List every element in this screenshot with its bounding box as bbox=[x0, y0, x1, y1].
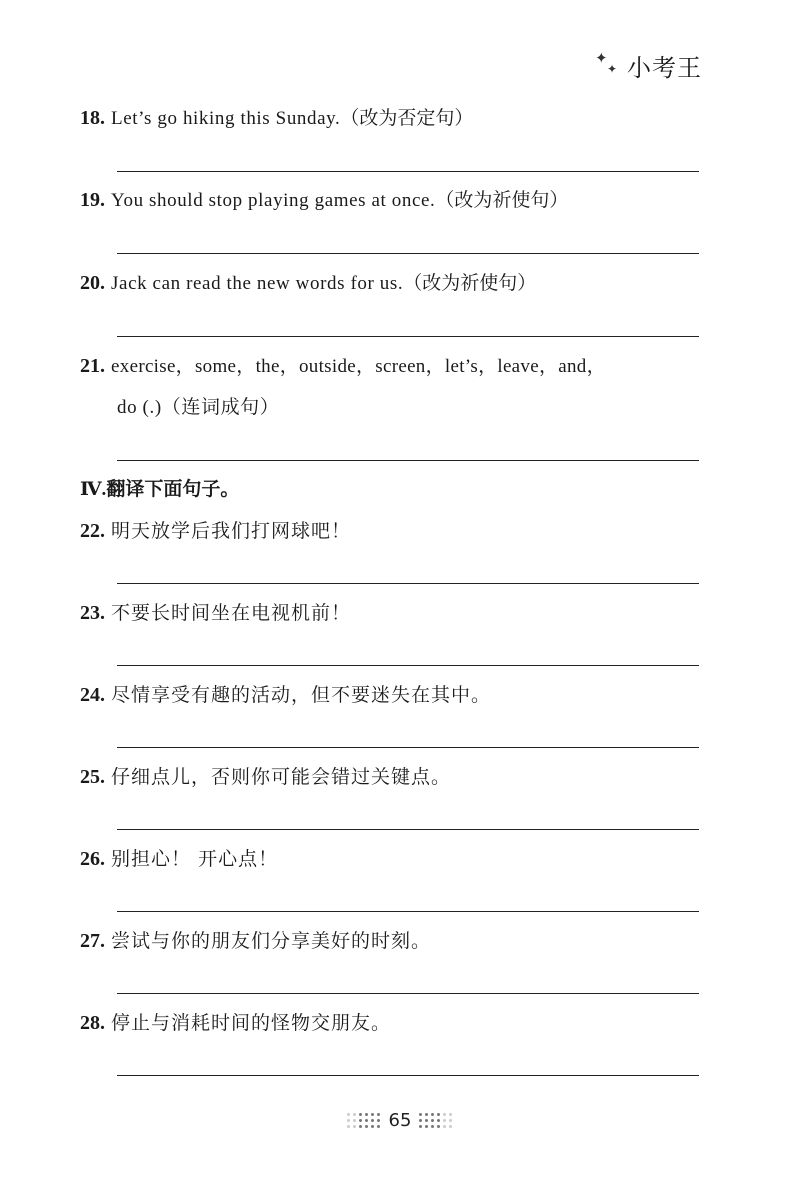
question-text-continued: do (.) bbox=[117, 397, 162, 418]
question-text: Let’s go hiking this Sunday. bbox=[111, 108, 341, 129]
question-27 bbox=[80, 931, 700, 951]
question-number: 18. bbox=[80, 107, 105, 129]
question-text: 仔细点儿，否则你可能会错过关键点。 bbox=[111, 766, 452, 788]
page-number: 65 bbox=[388, 1110, 412, 1131]
question-text: 停止与消耗时间的怪物交朋友。 bbox=[111, 1012, 392, 1034]
question-number: 21. bbox=[80, 355, 105, 377]
section-number: Ⅳ. bbox=[80, 479, 107, 500]
question-22 bbox=[80, 521, 700, 541]
sparkle-icon: ✦ ✦ bbox=[595, 48, 618, 76]
question-number: 22. bbox=[80, 520, 105, 542]
question-18 bbox=[80, 108, 700, 128]
question-28 bbox=[80, 1013, 700, 1033]
question-text: 别担心！ 开心点！ bbox=[111, 848, 279, 870]
question-number: 26. bbox=[80, 848, 105, 870]
question-24 bbox=[80, 685, 700, 705]
answer-line-22[interactable] bbox=[117, 583, 699, 584]
question-text: Jack can read the new words for us. bbox=[111, 273, 404, 294]
question-text: 尝试与你的朋友们分享美好的时刻。 bbox=[111, 930, 432, 952]
question-number: 24. bbox=[80, 684, 105, 706]
answer-line-23[interactable] bbox=[117, 665, 699, 666]
answer-line-20[interactable] bbox=[117, 336, 699, 337]
question-instruction: （改为否定句） bbox=[340, 107, 474, 129]
question-number: 20. bbox=[80, 272, 105, 294]
answer-line-19[interactable] bbox=[117, 253, 699, 254]
question-number: 25. bbox=[80, 766, 105, 788]
question-instruction: （改为祈使句） bbox=[403, 272, 537, 294]
question-number: 19. bbox=[80, 189, 105, 211]
section-title bbox=[80, 480, 239, 499]
answer-line-26[interactable] bbox=[117, 911, 699, 912]
question-text: You should stop playing games at once. bbox=[111, 190, 436, 211]
question-19 bbox=[80, 190, 700, 210]
question-number: 27. bbox=[80, 930, 105, 952]
answer-line-21[interactable] bbox=[117, 460, 699, 461]
question-instruction: （改为祈使句） bbox=[435, 189, 569, 211]
question-25 bbox=[80, 767, 700, 787]
section-heading: 翻译下面句子。 bbox=[106, 478, 240, 500]
question-21 bbox=[80, 356, 700, 376]
question-23 bbox=[80, 603, 700, 623]
question-number: 23. bbox=[80, 602, 105, 624]
dot-ornament-icon bbox=[347, 1113, 381, 1129]
question-text: 尽情享受有趣的活动，但不要迷失在其中。 bbox=[111, 684, 492, 706]
question-text: 不要长时间坐在电视机前！ bbox=[111, 602, 352, 624]
answer-line-25[interactable] bbox=[117, 829, 699, 830]
question-20 bbox=[80, 273, 700, 293]
question-text: 明天放学后我们打网球吧！ bbox=[111, 520, 352, 542]
question-text: exercise，some，the，outside，screen，let’s，leave，and， bbox=[111, 356, 606, 377]
question-26 bbox=[80, 849, 700, 869]
dot-ornament-icon bbox=[419, 1113, 453, 1129]
answer-line-24[interactable] bbox=[117, 747, 699, 748]
answer-line-18[interactable] bbox=[117, 171, 699, 172]
page-footer bbox=[0, 1110, 800, 1131]
question-number: 28. bbox=[80, 1012, 105, 1034]
brand-name: 小考王 bbox=[627, 54, 702, 82]
answer-line-27[interactable] bbox=[117, 993, 699, 994]
answer-line-28[interactable] bbox=[117, 1075, 699, 1076]
question-instruction: （连词成句） bbox=[161, 396, 280, 418]
brand-header bbox=[595, 48, 702, 83]
question-21-line2 bbox=[117, 398, 279, 417]
